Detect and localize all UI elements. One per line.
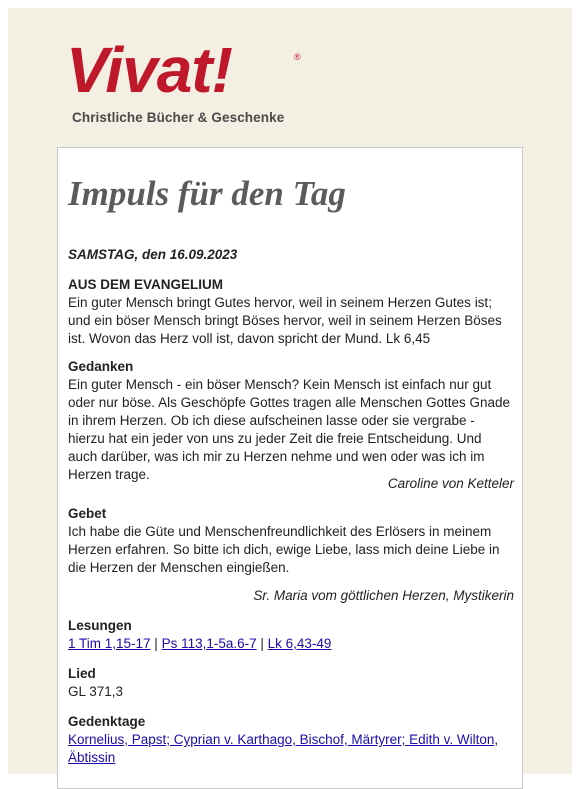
page-title: Impuls für den Tag	[68, 174, 346, 213]
gedanken-heading: Gedanken	[68, 359, 134, 374]
lesung-link-2[interactable]: Ps 113,1-5a.6-7	[161, 636, 257, 651]
gedenktage-heading: Gedenktage	[68, 714, 146, 729]
gedanken-text: Ein guter Mensch - ein böser Mensch? Kein Mensch ist einfach nur gut oder nur böse. Als Geschöpfe Gottes tragen alle Menschen Gottes Gnade in ihrem Herzen. Ob ich diese aufscheinen lasse oder sie vergrabe - hierzu hat ein jeder von uns zu jeder Zeit die freie Entscheidung. Und auch darüber, was ich mir zu Herzen nehme und wen oder was ich im Herzen trage.	[68, 377, 511, 482]
gedanken-section	[68, 358, 514, 484]
evangelium-section	[68, 276, 514, 348]
evangelium-heading: AUS DEM EVANGELIUM	[68, 277, 224, 292]
registered-mark: ®	[294, 52, 301, 62]
link-separator: |	[150, 636, 162, 651]
lied-text: GL 371,3	[68, 684, 124, 699]
lesungen-heading: Lesungen	[68, 618, 132, 633]
gedenktage-section	[68, 713, 514, 767]
gebet-section	[68, 505, 514, 577]
gedenktage-link[interactable]: Kornelius, Papst; Cyprian v. Karthago, Bischof, Märtyrer; Edith v. Wilton, Äbtissin	[68, 732, 499, 765]
lied-heading: Lied	[68, 666, 96, 681]
lesung-link-1[interactable]: 1 Tim 1,15-17	[68, 636, 151, 651]
gebet-heading: Gebet	[68, 506, 107, 521]
link-separator: |	[256, 636, 268, 651]
date-line: SAMSTAG, den 16.09.2023	[68, 247, 238, 262]
evangelium-text: Ein guter Mensch bringt Gutes hervor, weil in seinem Herzen Gutes ist; und ein böser Mensch bringt Böses hervor, weil in seinem Herzen Böses ist. Wovon das Herz voll ist, davon spricht der Mund. Lk 6,45	[68, 295, 502, 346]
gebet-author: Sr. Maria vom göttlichen Herzen, Mystikerin	[253, 588, 514, 603]
lied-section	[68, 665, 514, 701]
lesungen-section	[68, 617, 514, 653]
lesung-link-3[interactable]: Lk 6,43-49	[267, 636, 332, 651]
logo-wordmark: Vivat!	[66, 34, 232, 106]
vivat-logo[interactable]	[66, 34, 301, 125]
impulse-card	[57, 147, 523, 789]
gebet-text: Ich habe die Güte und Menschenfreundlichkeit des Erlösers in meinem Herzen erfahren. So bitte ich dich, ewige Liebe, lass mich deine Liebe in die Herzen der Menschen eingießen.	[68, 524, 500, 575]
gedanken-author: Caroline von Ketteler	[387, 476, 514, 491]
logo-tagline: Christliche Bücher & Geschenke	[72, 110, 285, 125]
